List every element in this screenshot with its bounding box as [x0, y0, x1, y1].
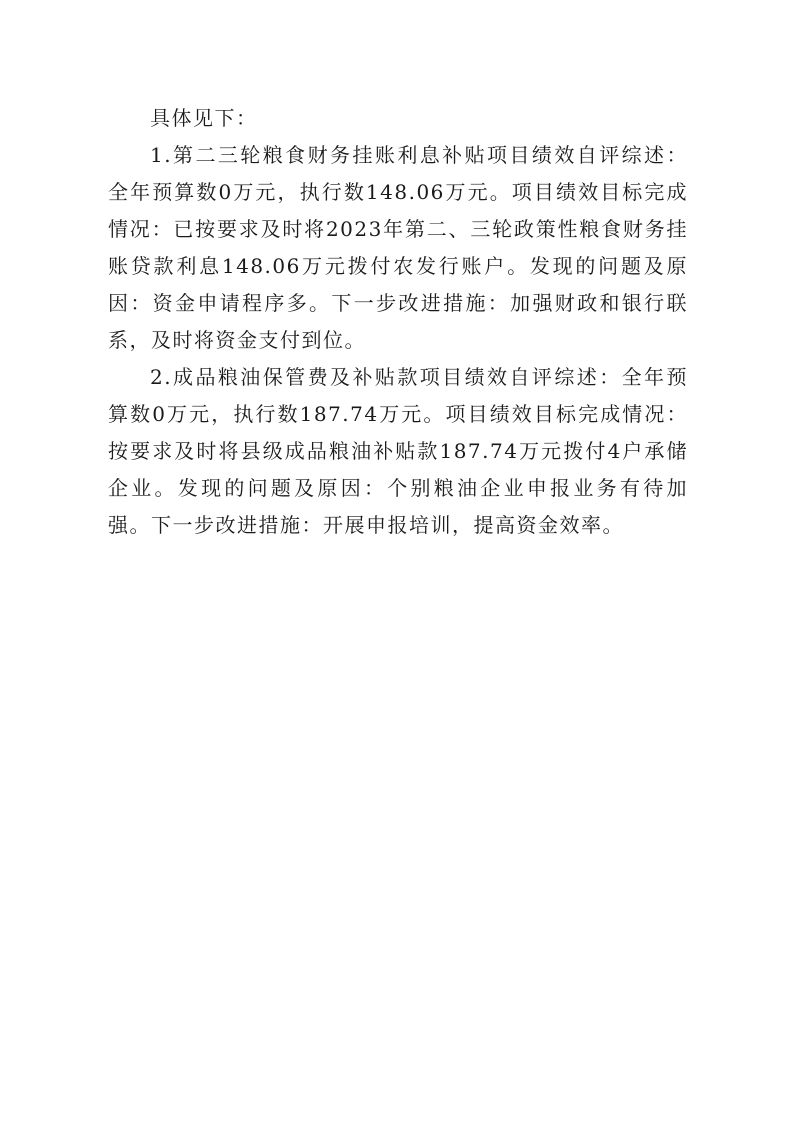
intro-paragraph: 具体见下：	[150, 106, 258, 130]
document-body	[108, 100, 688, 544]
paragraph-item-1: 1.第二三轮粮食财务挂账利息补贴项目绩效自评综述：全年预算数0万元，执行数148.06万元。项目绩效目标完成情况：已按要求及时将2023年第二、三轮政策性粮食财务挂账贷款利息148.06万元拨付农发行账户。发现的问题及原因：资金申请程序多。下一步改进措施：加强财政和银行联系，及时将资金支付到位。	[108, 143, 688, 352]
paragraph-item-2: 2.成品粮油保管费及补贴款项目绩效自评综述：全年预算数0万元，执行数187.74万元。项目绩效目标完成情况：按要求及时将县级成品粮油补贴款187.74万元拨付4户承储企业。发现的问题及原因：个别粮油企业申报业务有待加强。下一步改进措施：开展申报培训，提高资金效率。	[108, 365, 688, 537]
